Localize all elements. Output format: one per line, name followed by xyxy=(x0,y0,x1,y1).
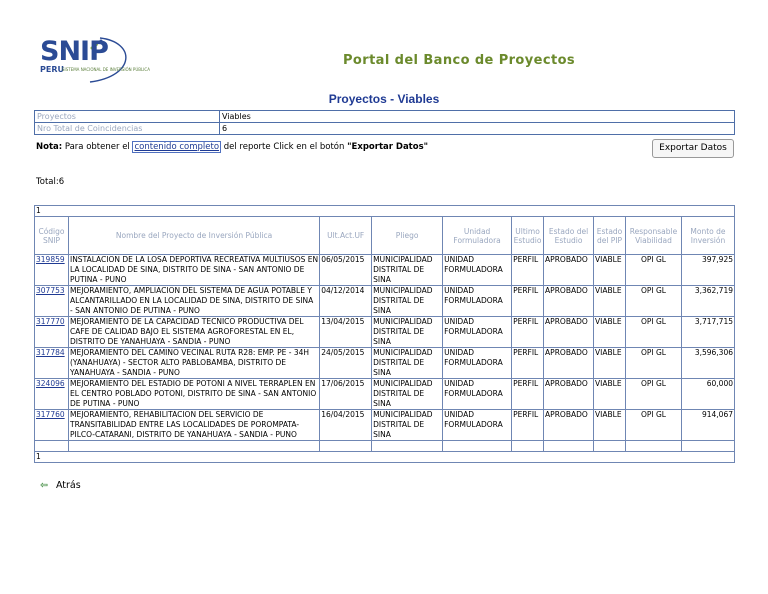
pager-top xyxy=(35,206,735,217)
estado-estudio: APROBADO xyxy=(544,317,594,348)
export-note xyxy=(36,142,428,152)
update-date: 24/05/2015 xyxy=(320,348,372,379)
monto: 3,362,719 xyxy=(681,286,734,317)
footer-cell xyxy=(512,441,544,452)
col-unidad-formuladora[interactable]: Unidad Formuladora xyxy=(443,217,512,255)
pliego: MUNICIPALIDAD DISTRITAL DE SINA xyxy=(372,410,443,441)
estado-pip: VIABLE xyxy=(594,379,626,410)
responsable: OPI GL xyxy=(626,379,682,410)
note-quoted: "Exportar Datos" xyxy=(347,142,429,152)
update-date: 13/04/2015 xyxy=(320,317,372,348)
note-text-1: Para obtener el xyxy=(62,142,133,152)
pliego: MUNICIPALIDAD DISTRITAL DE SINA xyxy=(372,379,443,410)
summary-label: Proyectos xyxy=(35,111,220,123)
ultimo-estudio: PERFIL xyxy=(512,286,544,317)
snip-code-link[interactable]: 307753 xyxy=(35,286,69,317)
col-responsable[interactable]: Responsable Viabilidad xyxy=(626,217,682,255)
pager-page-1[interactable]: 1 xyxy=(35,206,735,217)
projects-table xyxy=(34,205,735,463)
ultimo-estudio: PERFIL xyxy=(512,379,544,410)
estado-pip: VIABLE xyxy=(594,410,626,441)
footer-cell xyxy=(68,441,319,452)
project-name: MEJORAMIENTO DEL CAMINO VECINAL RUTA R28: EMP. PE - 34H (YANAHUAYA) - SECTOR ALTO PABLOBAMBA, DISTRITO DE YANAHUAYA - SANDIA - PUNO xyxy=(68,348,319,379)
footer-cell xyxy=(626,441,682,452)
summary-value: 6 xyxy=(220,123,735,135)
snip-code-link[interactable]: 317760 xyxy=(35,410,69,441)
pager-page-1[interactable]: 1 xyxy=(35,452,735,463)
estado-pip: VIABLE xyxy=(594,317,626,348)
ultimo-estudio: PERFIL xyxy=(512,410,544,441)
table-row xyxy=(35,286,735,317)
pliego: MUNICIPALIDAD DISTRITAL DE SINA xyxy=(372,317,443,348)
export-data-button[interactable]: Exportar Datos xyxy=(652,139,734,158)
project-name: MEJORAMIENTO DE LA CAPACIDAD TECNICO PRODUCTIVA DEL CAFE DE CALIDAD BAJO EL SISTEMA AGROFORESTAL EN EL, DISTRITO DE YANAHUAYA - SANDIA - PUNO xyxy=(68,317,319,348)
monto: 397,925 xyxy=(681,255,734,286)
project-name: INSTALACION DE LA LOSA DEPORTIVA RECREATIVA MULTIUSOS EN LA LOCALIDAD DE SINA, DISTRITO DE SINA - SAN ANTONIO DE PUTINA - PUNO xyxy=(69,255,319,284)
page-heading: Proyectos - Viables xyxy=(328,92,440,106)
table-row xyxy=(35,348,735,379)
total-count: Total:6 xyxy=(36,177,65,187)
col-ult-act[interactable]: Ult.Act.UF xyxy=(320,217,372,255)
estado-estudio: APROBADO xyxy=(544,410,594,441)
table-row xyxy=(35,379,735,410)
snip-code-link[interactable]: 317770 xyxy=(35,317,69,348)
footer-cell xyxy=(372,441,443,452)
logo-tagline: SISTEMA NACIONAL DE INVERSIÓN PÚBLICA xyxy=(62,67,150,72)
footer-cell xyxy=(443,441,512,452)
estado-pip: VIABLE xyxy=(594,348,626,379)
update-date: 06/05/2015 xyxy=(320,255,372,286)
snip-code-link[interactable]: 324096 xyxy=(35,379,69,410)
responsable: OPI GL xyxy=(626,410,682,441)
pliego: MUNICIPALIDAD DISTRITAL DE SINA xyxy=(372,348,443,379)
logo-country: PERU xyxy=(40,65,64,74)
summary-value: Viables xyxy=(220,111,735,123)
unidad-formuladora: UNIDAD FORMULADORA xyxy=(443,410,512,441)
monto: 60,000 xyxy=(681,379,734,410)
table-row xyxy=(35,410,735,441)
monto: 3,717,715 xyxy=(681,317,734,348)
unidad-formuladora: UNIDAD FORMULADORA xyxy=(443,317,512,348)
table-footer-row xyxy=(35,441,735,452)
estado-estudio: APROBADO xyxy=(544,286,594,317)
back-link-label[interactable]: Atrás xyxy=(55,480,81,491)
table-row xyxy=(35,255,735,286)
unidad-formuladora: UNIDAD FORMULADORA xyxy=(443,255,512,286)
unidad-formuladora: UNIDAD FORMULADORA xyxy=(443,286,512,317)
estado-estudio: APROBADO xyxy=(544,255,594,286)
estado-pip: VIABLE xyxy=(594,255,626,286)
ultimo-estudio: PERFIL xyxy=(512,255,544,286)
update-date: 17/06/2015 xyxy=(320,379,372,410)
estado-estudio: APROBADO xyxy=(544,379,594,410)
back-link[interactable] xyxy=(40,480,81,491)
col-estado-pip[interactable]: Estado del PIP xyxy=(594,217,626,255)
estado-pip: VIABLE xyxy=(594,286,626,317)
pliego: MUNICIPALIDAD DISTRITAL DE SINA xyxy=(372,255,443,286)
portal-title: Portal del Banco de Proyectos xyxy=(343,53,576,68)
snip-code-link[interactable]: 317784 xyxy=(35,348,69,379)
responsable: OPI GL xyxy=(626,255,682,286)
unidad-formuladora: UNIDAD FORMULADORA xyxy=(443,379,512,410)
ultimo-estudio: PERFIL xyxy=(512,348,544,379)
responsable: OPI GL xyxy=(626,317,682,348)
col-nombre[interactable]: Nombre del Proyecto de Inversión Pública xyxy=(68,217,319,255)
project-name: MEJORAMIENTO, REHABILITACION DEL SERVICIO DE TRANSITABILIDAD ENTRE LAS LOCALIDADES DE POROMPATA-PILCO-CATARANI, DISTRITO DE YANAHUAYA - SANDIA - PUNO xyxy=(68,410,319,441)
monto: 914,067 xyxy=(681,410,734,441)
summary-label: Nro Total de Coincidencias xyxy=(35,123,220,135)
table-row xyxy=(35,317,735,348)
footer-cell xyxy=(35,441,69,452)
summary-table xyxy=(34,110,735,135)
summary-row-proyectos xyxy=(35,111,735,123)
project-name: MEJORAMIENTO DEL ESTADIO DE POTONI A NIVEL TERRAPLEN EN EL CENTRO POBLADO POTONI, DISTRITO DE SINA - SAN ANTONIO DE PUTINA - PUNO xyxy=(68,379,319,410)
responsable: OPI GL xyxy=(626,348,682,379)
note-text-2: del reporte Click en el botón xyxy=(221,142,348,152)
col-estado-estudio[interactable]: Estado del Estudio xyxy=(544,217,594,255)
col-pliego[interactable]: Pliego xyxy=(372,217,443,255)
footer-cell xyxy=(594,441,626,452)
responsable: OPI GL xyxy=(626,286,682,317)
col-ultimo-estudio[interactable]: Ultimo Estudio xyxy=(512,217,544,255)
footer-cell xyxy=(320,441,372,452)
project-name: MEJORAMIENTO, AMPLIACION DEL SISTEMA DE AGUA POTABLE Y ALCANTARILLADO EN LA LOCALIDAD DE SINA, DISTRITO DE SINA - SAN ANTONIO DE PUTINA - PUNO xyxy=(68,286,319,317)
table-header xyxy=(35,217,735,255)
col-codigo[interactable]: Código SNIP xyxy=(35,217,69,255)
full-content-link[interactable]: contenido completo xyxy=(134,142,220,152)
monto: 3,596,306 xyxy=(681,348,734,379)
pliego: MUNICIPALIDAD DISTRITAL DE SINA xyxy=(372,286,443,317)
estado-estudio: APROBADO xyxy=(544,348,594,379)
col-monto[interactable]: Monto de Inversión xyxy=(681,217,734,255)
footer-cell xyxy=(681,441,734,452)
snip-logo xyxy=(38,36,150,88)
logo-word: SNIP xyxy=(40,36,108,67)
update-date: 16/04/2015 xyxy=(320,410,372,441)
unidad-formuladora: UNIDAD FORMULADORA xyxy=(443,348,512,379)
note-prefix: Nota: xyxy=(36,142,63,152)
snip-code-link[interactable]: 319859 xyxy=(35,255,69,286)
back-arrow-icon: ⇦ xyxy=(40,480,48,491)
update-date: 04/12/2014 xyxy=(320,286,372,317)
footer-cell xyxy=(544,441,594,452)
ultimo-estudio: PERFIL xyxy=(512,317,544,348)
summary-row-total xyxy=(35,123,735,135)
pager-bottom xyxy=(35,452,735,463)
